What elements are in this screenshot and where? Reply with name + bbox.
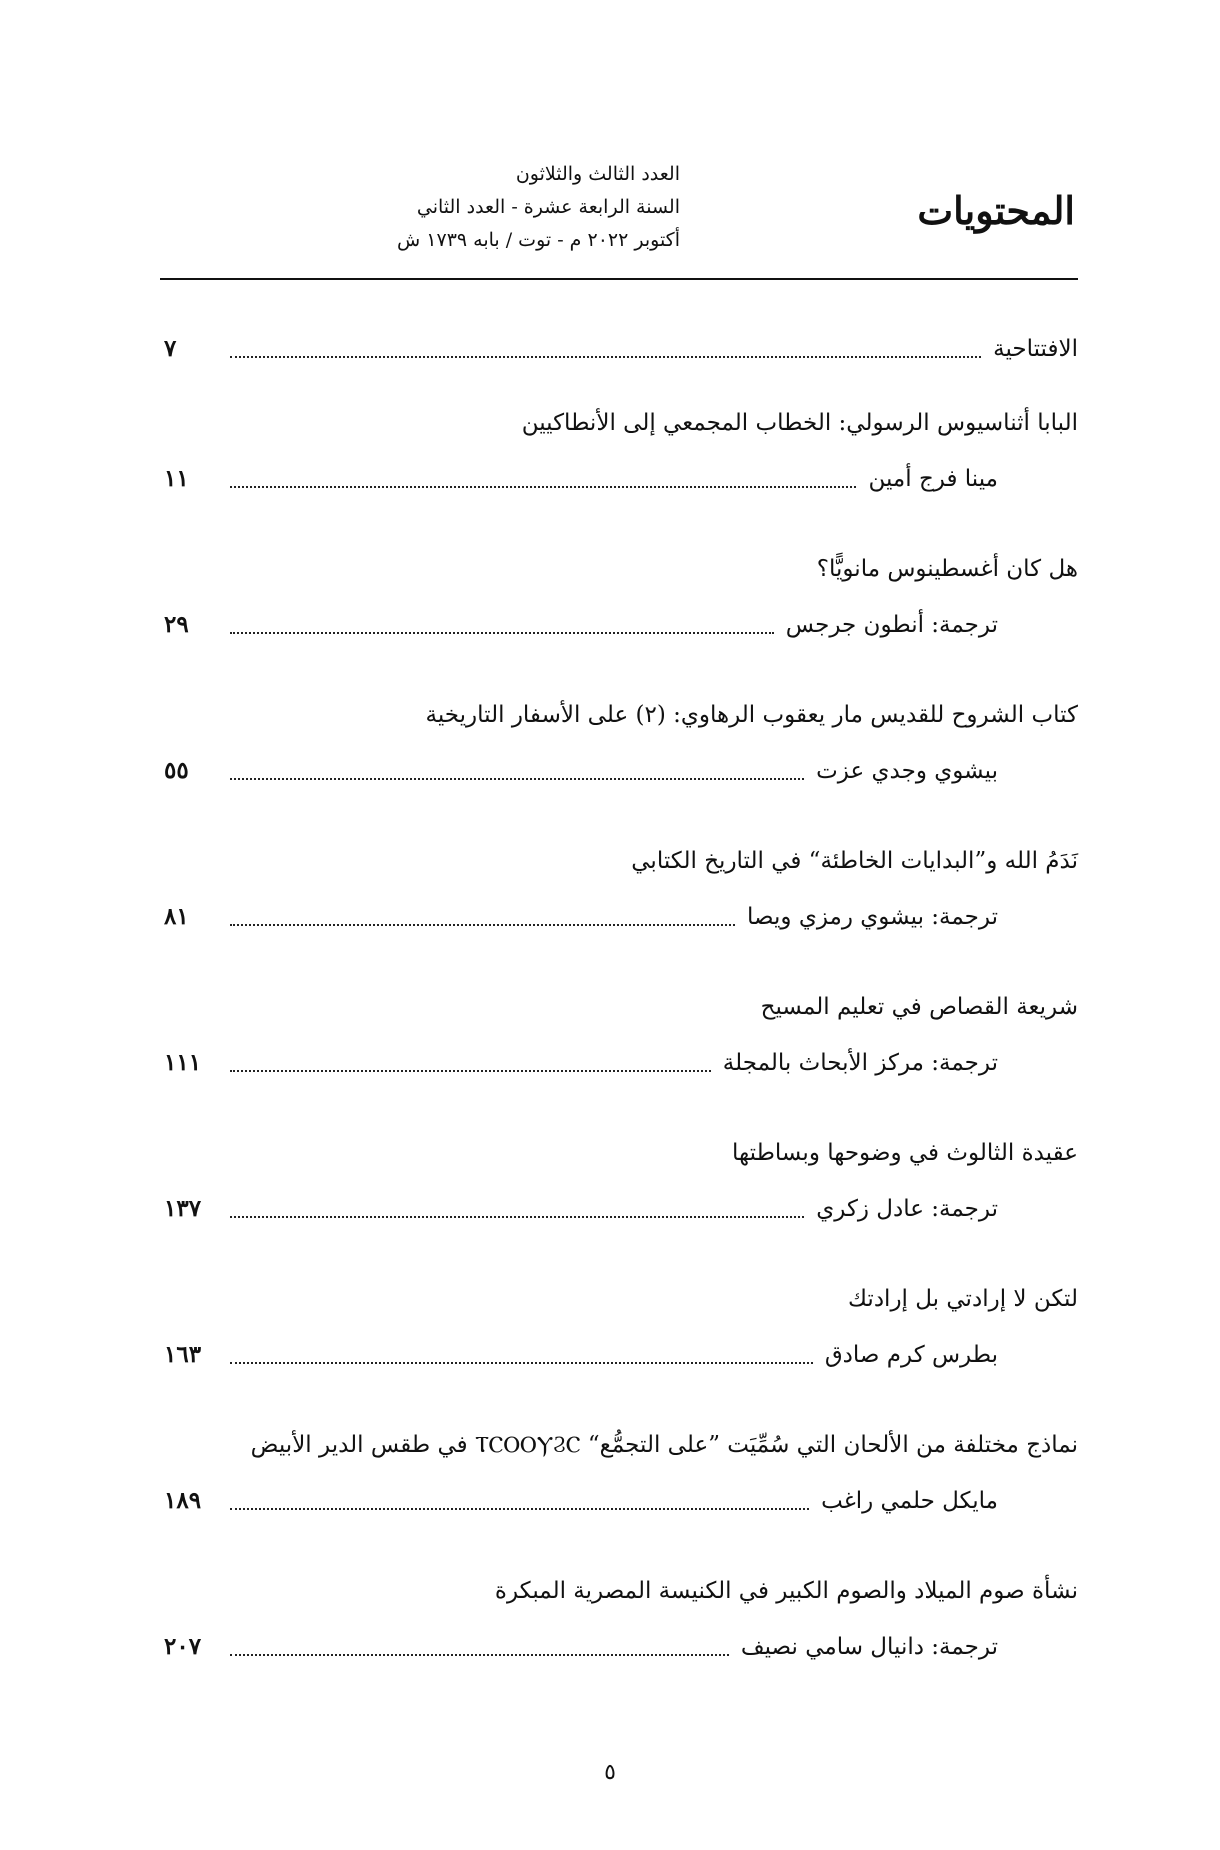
toc-entry-title: عقيدة الثالوث في وضوحها وبساطتها bbox=[732, 1140, 1078, 1166]
issue-number: العدد الثالث والثلاثون bbox=[515, 163, 680, 185]
dot-leader bbox=[230, 632, 774, 634]
toc-entry-author: ترجمة: بيشوي رمزي ويصا bbox=[747, 904, 998, 930]
page-number: ٥ bbox=[604, 1760, 616, 1785]
toc-page-number: ١٣٧ bbox=[164, 1195, 202, 1222]
toc-page-number: ١١ bbox=[164, 465, 189, 492]
issue-info bbox=[160, 158, 680, 257]
header-divider bbox=[160, 278, 1078, 280]
dot-leader bbox=[230, 1508, 809, 1510]
issue-date: أكتوبر ٢٠٢٢ م - توت / بابه ١٧٣٩ ش bbox=[397, 229, 680, 251]
toc-entry-title: البابا أثناسيوس الرسولي: الخطاب المجمعي إلى الأنطاكيين bbox=[521, 410, 1078, 436]
dot-leader bbox=[230, 356, 981, 358]
toc-entry-intro[interactable] bbox=[160, 332, 1078, 366]
page-title: المحتويات bbox=[917, 188, 1075, 233]
toc-entry[interactable] bbox=[160, 406, 1078, 496]
toc-entry[interactable] bbox=[160, 1428, 1078, 1518]
dot-leader bbox=[230, 1216, 804, 1218]
toc-entry[interactable] bbox=[160, 844, 1078, 934]
toc-entry[interactable] bbox=[160, 1574, 1078, 1664]
dot-leader bbox=[230, 1362, 813, 1364]
table-of-contents bbox=[160, 332, 1078, 1664]
toc-page-number: ٥٥ bbox=[164, 757, 189, 784]
dot-leader bbox=[230, 486, 856, 488]
toc-page-number: ٨١ bbox=[164, 903, 189, 930]
toc-page-number: ٧ bbox=[164, 335, 177, 362]
toc-entry-title: نَدَمُ الله و”البدايات الخاطئة“ في التاريخ الكتابي bbox=[631, 848, 1078, 874]
dot-leader bbox=[230, 778, 804, 780]
dot-leader bbox=[230, 1654, 729, 1656]
toc-entry-title: هل كان أغسطينوس مانويًّا؟ bbox=[816, 556, 1078, 582]
toc-entry-author: ترجمة: مركز الأبحاث بالمجلة bbox=[722, 1050, 998, 1076]
toc-entry-author: بطرس كرم صادق bbox=[824, 1342, 998, 1368]
toc-page-number: ١٦٣ bbox=[164, 1341, 202, 1368]
toc-page-number: ١١١ bbox=[164, 1049, 202, 1076]
toc-entry-title: نماذج مختلفة من الألحان التي سُمِّيَت ”على التجمُّع“ ⲦⲤⲞⲞⲨϨⲤ في طقس الدير الأبيض bbox=[250, 1432, 1078, 1458]
toc-page-number: ٢٩ bbox=[164, 611, 189, 638]
toc-entry-author: ترجمة: عادل زكري bbox=[816, 1196, 998, 1222]
toc-page-number: ١٨٩ bbox=[164, 1487, 202, 1514]
toc-entry[interactable] bbox=[160, 698, 1078, 788]
toc-entry-title: الافتتاحية bbox=[993, 336, 1078, 362]
toc-entry-author: ترجمة: أنطون جرجس bbox=[785, 612, 998, 638]
issue-year: السنة الرابعة عشرة - العدد الثاني bbox=[416, 196, 680, 218]
toc-entry-title: لتكن لا إرادتي بل إرادتك bbox=[848, 1286, 1078, 1312]
toc-entry-author: مينا فرج أمين bbox=[868, 466, 998, 492]
toc-entry-title: كتاب الشروح للقديس مار يعقوب الرهاوي: (٢) على الأسفار التاريخية bbox=[425, 702, 1078, 728]
toc-entry-author: مايكل حلمي راغب bbox=[821, 1488, 998, 1514]
toc-entry-title: شريعة القصاص في تعليم المسيح bbox=[760, 994, 1078, 1020]
toc-entry-author: بيشوي وجدي عزت bbox=[816, 758, 998, 784]
toc-entry[interactable] bbox=[160, 1282, 1078, 1372]
dot-leader bbox=[230, 1070, 711, 1072]
toc-entry[interactable] bbox=[160, 1136, 1078, 1226]
toc-entry[interactable] bbox=[160, 552, 1078, 642]
toc-entry-title: نشأة صوم الميلاد والصوم الكبير في الكنيسة المصرية المبكرة bbox=[494, 1578, 1078, 1604]
dot-leader bbox=[230, 924, 735, 926]
toc-entry[interactable] bbox=[160, 990, 1078, 1080]
toc-page-number: ٢٠٧ bbox=[164, 1633, 202, 1660]
toc-entry-author: ترجمة: دانيال سامي نصيف bbox=[740, 1634, 998, 1660]
